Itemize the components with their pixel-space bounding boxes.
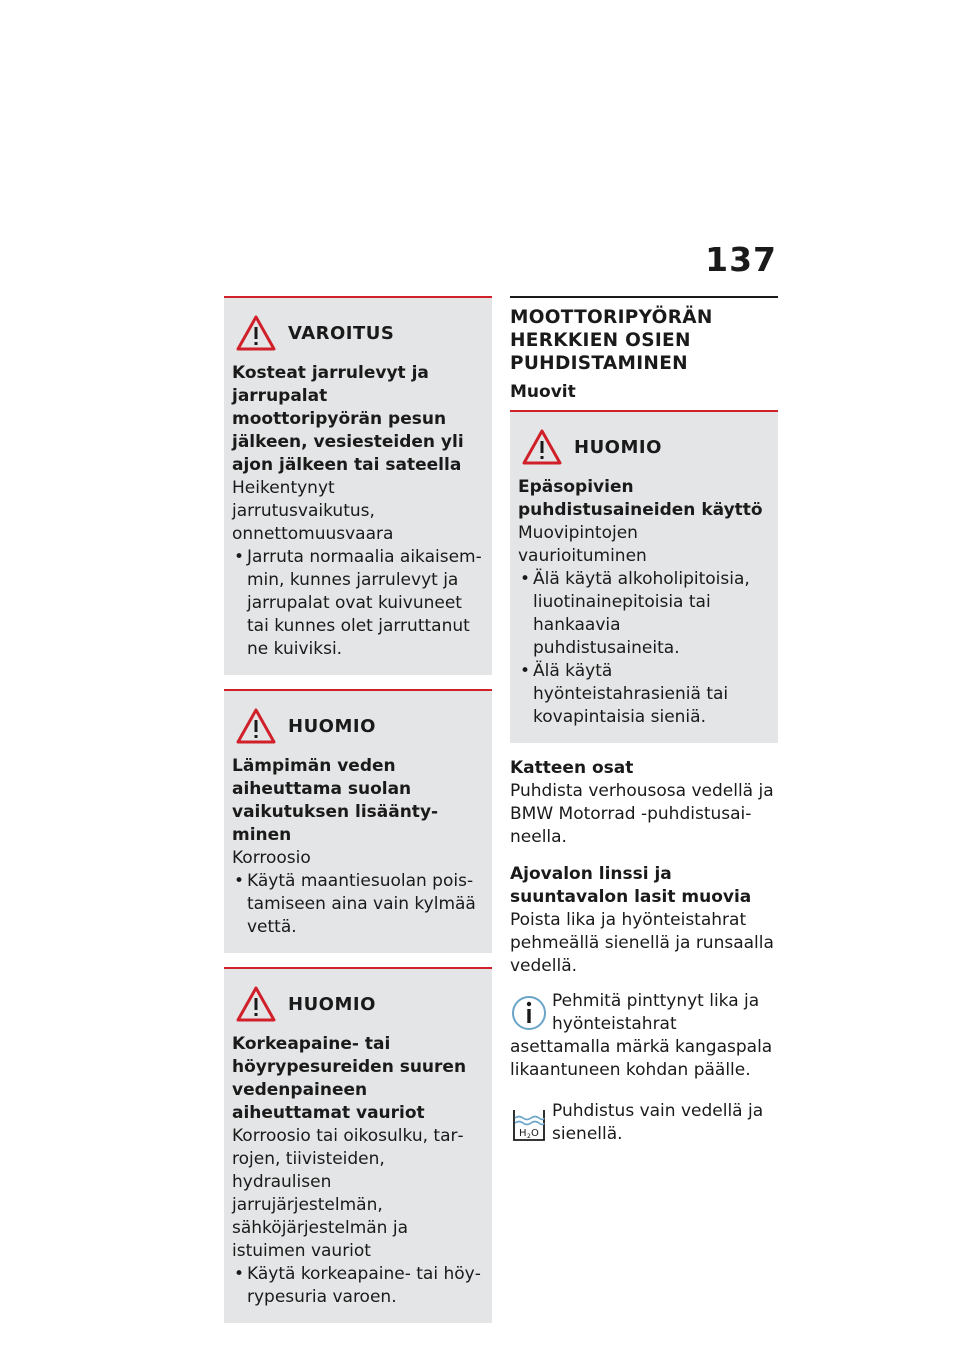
box-label: HUOMIO xyxy=(288,993,376,1015)
warning-triangle-icon xyxy=(236,986,276,1022)
box-label: VAROITUS xyxy=(288,322,395,344)
info-icon xyxy=(510,992,548,1036)
sub-text: Puhdista verhousosa vedellä ja BMW Motorrad -puhdistusaineella. xyxy=(510,781,774,847)
list-item: • Käytä maantiesuolan poistamiseen aina vain kylmää vettä. xyxy=(232,870,482,939)
subheading: Muovit xyxy=(510,382,576,402)
caution-box xyxy=(224,967,492,1323)
warning-triangle-icon xyxy=(236,708,276,744)
box-label: HUOMIO xyxy=(288,715,376,737)
caution-box xyxy=(510,410,778,743)
sub-text: Poista lika ja hyönteistahrat pehmeällä sienellä ja runsaalla vedellä. xyxy=(510,910,774,976)
warning-triangle-icon xyxy=(236,315,276,351)
list-item: • Älä käytä alkoholipitoisia, liuotinainepitoisia tai hankaavia puhdistusaineita. xyxy=(518,568,768,660)
list-item: • Älä käytä hyönteistahrasieniä tai kovapintaisia sieniä. xyxy=(518,660,768,729)
right-column xyxy=(510,296,778,1146)
box-list xyxy=(232,870,482,939)
box-list xyxy=(232,1263,482,1309)
svg-text:O: O xyxy=(531,1128,539,1139)
sub-title: Katteen osat xyxy=(510,758,634,778)
svg-text:2: 2 xyxy=(527,1133,531,1140)
section-katteen-osat xyxy=(510,757,778,849)
sub-title: Ajovalon linssi ja suuntavalon lasit muovia xyxy=(510,864,752,907)
svg-text:H: H xyxy=(519,1128,527,1139)
box-text: Muovipintojen vaurioituminen xyxy=(518,523,647,566)
box-title: Kosteat jarrulevyt ja jarrupalat moottoripyörän pesun jälkeen, vesiesteiden yli ajon jälkeen tai sateella xyxy=(232,363,464,475)
box-text: Heikentynyt jarrutusvaikutus, onnettomuusvaara xyxy=(232,478,394,544)
left-column xyxy=(224,296,492,1337)
section-ajovalon-linssi xyxy=(510,863,778,978)
info-note xyxy=(510,990,778,1082)
box-text: Korroosio xyxy=(232,848,311,868)
box-title: Lämpimän veden aiheuttama suolan vaikutuksen lisääntyminen xyxy=(232,756,439,845)
warning-triangle-icon xyxy=(522,429,562,465)
box-title: Epäsopivien puhdistusaineiden käyttö xyxy=(518,477,763,520)
note-text: Puhdistus vain vedellä ja sienellä. xyxy=(552,1101,764,1144)
list-item: • Käytä korkeapaine- tai höyrypesuria varoen. xyxy=(232,1263,482,1309)
section-heading: MOOTTORIPYÖRÄN HERKKIEN OSIEN PUHDISTAMINEN xyxy=(510,296,778,375)
water-note xyxy=(510,1100,778,1146)
list-item: • Jarruta normaalia aikaisemmin, kunnes jarrulevyt ja jarrupalat ovat kuivuneet tai kunnes olet jarruttanut ne kuiviksi. xyxy=(232,546,482,661)
note-text: Pehmitä pinttynyt lika ja hyönteistahrat asettamalla märkä kangaspala likaantuneen kohdan päälle. xyxy=(510,991,773,1080)
box-list xyxy=(232,546,482,661)
box-text: Korroosio tai oikosulku, tarrojen, tiivisteiden, hydraulisen jarrujärjestelmän, sähköjärjestelmän ja istuimen vauriot xyxy=(232,1126,464,1261)
box-list xyxy=(518,568,768,729)
warning-box xyxy=(224,296,492,675)
box-title: Korkeapaine- tai höyrypesureiden suuren vedenpaineen aiheuttamat vauriot xyxy=(232,1034,467,1123)
caution-box xyxy=(224,689,492,953)
water-only-icon xyxy=(510,1102,548,1146)
page-number: 137 xyxy=(705,240,777,279)
box-label: HUOMIO xyxy=(574,436,662,458)
